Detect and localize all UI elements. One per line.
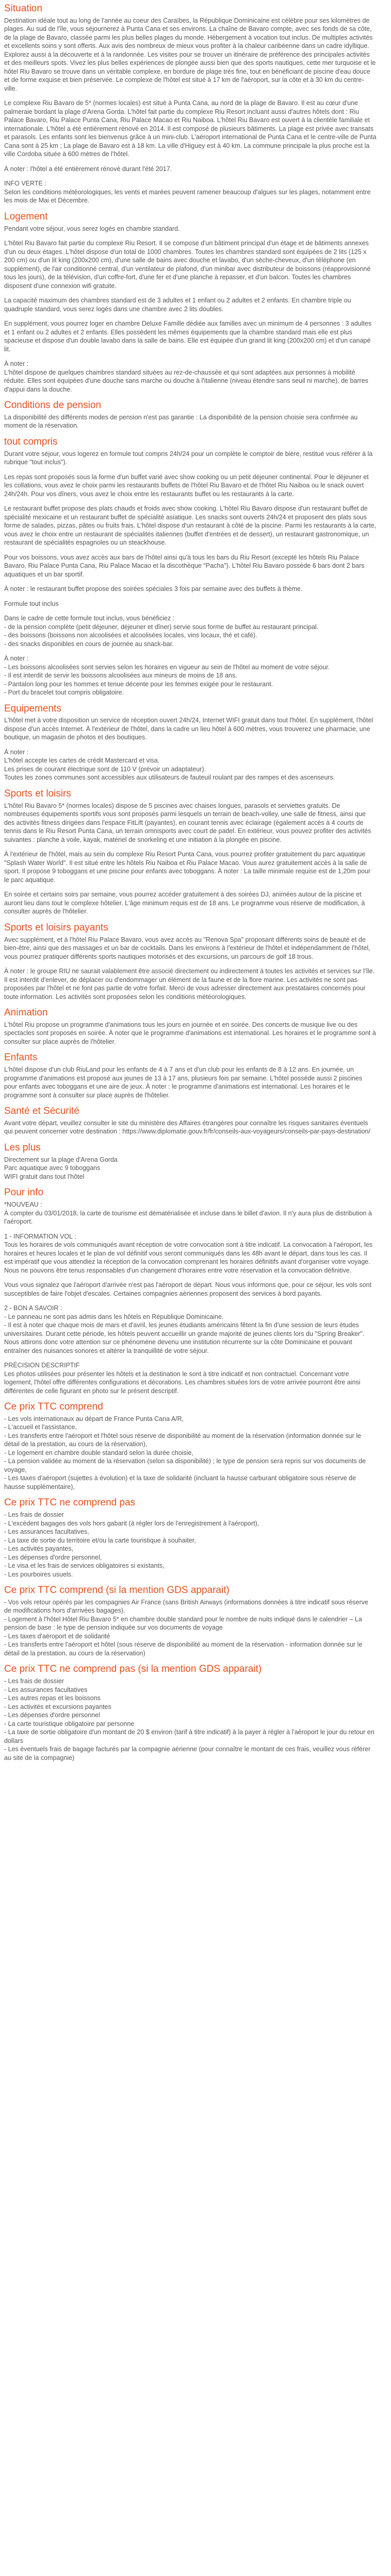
text-line: Tous les horaires de vols communiqués avant réception de votre convocation sont à titre indicatif. La convocation à l'aéroport, les horaires et heures locales et le plan de vol définitif vous seront communiqués dans les 48h avant le départ, dans tous les cas. Il est impératif que vous attendiez la réception de la convocation comprenant les horaires définitifs avant d'organiser votre voyage. Nous ne pouvons être tenus responsables d'un changement d'horaires entre votre réservation et la convocation définitive. bbox=[4, 1241, 372, 1274]
text-line: Destination idéale tout au long de l'année au coeur des Caraïbes, la République Dominicaine est célèbre pour ses kilomètres de plages. Au sud de l'île, vous séjournerez à Punta Cana et ses environs. La chaîne de Bavaro compte, avec ses fonds de sa côte, de la plage de Bavaro, classée parmi les plus belles plages du monde. Hébergement à vocation tout inclus. De multiples activités et excellents soins y sont offerts. Aux avis des nombreux de mieux vous profiter à la chaleur caribéenne dans un cadre idyllique. Explorez aussi à la découverte et à la randonnée. Les visites pour se trouver un itinéraire de préférence des principales activités et des meilleurs spots. Vivez les plus belles expériences de plongée aussi bien que des sports nautiques, cette mer turquoise et le hôtel Riu Bavaro se trouve dans un véritable complexe, en bordure de plage très fine, tout en bénéficiant de piscine d'eau douce et de forme exquise et bien préservée. Le complexe de l'hôtel est situé à 17 km de l'aéroport, sur la côte et à 30 km du centre-ville. bbox=[4, 16, 376, 92]
section-les-plus bbox=[4, 1142, 377, 1181]
paragraph bbox=[4, 504, 377, 547]
paragraph bbox=[4, 553, 377, 579]
text-line: - La carte touristique obligatoire par personne bbox=[4, 1720, 135, 1727]
paragraph bbox=[4, 1232, 377, 1275]
text-line: L'hôtel Riu propose un programme d'animations tous les jours en journée et en soirée. Des concerts de musique live ou des spectacles sont proposés en soirée. À noter que le programme d'animations est international. Les horaires et le programme sont à consulter sur place auprès de l'hôtelier. bbox=[4, 1021, 376, 1045]
text-line: Le complexe Riu Bavaro de 5* (normes locales) est situé à Punta Cana, au nord de la plage de Bavaro. Il est au cœur d'une palmeraie bordant la plage d'Arena Gorda. L'hôtel fait partie du complexe Riu Resort incluant aussi d'autres hôtels dont : Riu Palace Bavaro, Riu Palace Punta Cana, Riu Palace Macao et Riu Naiboa. L'hôtel Riu Bavaro est ouvert à la clientèle familiale et internationale. L'hôtel a été entièrement rénové en 2014. Il est composé de plusieurs bâtiments. La plage est privée avec transats et parasols. Les enfants sont les bienvenus grâce à un mini-club. L'aéroport international de Punta Cana et le centre-ville de Punta Cana sont à 25 km ; La plage de Bavaro est à 18 km. La ville d'Higuey est à 40 km. La commune principale la plus proche est la ville Cordoba située à 600 mètres de l'hôtel. bbox=[4, 99, 377, 158]
section-enfants bbox=[4, 1052, 377, 1099]
section-sports-et-loisirs-payants bbox=[4, 922, 377, 1001]
paragraph bbox=[4, 967, 377, 1001]
text-line: À noter : bbox=[4, 655, 29, 663]
text-line: - Port du bracelet tout compris obligatoire. bbox=[4, 689, 124, 697]
section-ce-prix-ttc-comprend-si-la-mention-gds-apparait bbox=[4, 1585, 377, 1657]
text-line: 1 - INFORMATION VOL : bbox=[4, 1232, 76, 1240]
text-line: - Les dépenses d'ordre personnel bbox=[4, 1711, 100, 1719]
text-line: Les prises de courant électrique sont de 110 V (prévoir un adaptateur). bbox=[4, 765, 206, 773]
paragraph bbox=[4, 1119, 377, 1136]
text-line: Les repas sont proposés sous la forme d'un buffet varié avec show cooking ou un petit déjeuner continental. Pour le déjeuner et les collations, vous avez le choix parmi les restaurants buffets de l'hôtel Riu Bavaro et de l'hôtel Riu Naiboa ou le snack ouvert 24h/24h. Pour vos dîners, vous avez le choix entre les restaurants buffet ou les restaurants à la carte. bbox=[4, 473, 369, 498]
section-heading: Les plus bbox=[4, 1142, 41, 1153]
text-line: L'hôtel Riu Bavaro 5* (normes locales) dispose de 5 piscines avec chaises longues, parasols et serviettes gratuits. De nombreuses équipements sportifs vous sont proposés parmi lesquels un terrain de beach-volley, une salle de fitness, ainsi que des activités fitness dirigées dans l'espace FitLift (payantes), en courant tennis avec éclairage (également accès à 4 courts de tennis dans le Riu Resort Punta Cana, un terrain omnisports avec court de padel. En extérieur, vous pouvez profiter des activités suivantes : planche à voile, kayak, matériel de snorkeling et une initiation à la plongée en piscine. bbox=[4, 802, 371, 843]
text-line: - Les éventuels frais de bagage facturés par la compagnie aérienne (pour connaître le montant de ces frais, veuillez vous référer au site de la compagnie) bbox=[4, 1745, 371, 1761]
text-line: - Les frais de dossier bbox=[4, 1677, 64, 1685]
text-line: Dans le cadre de cette formule tout inclus, vous bénéficiez : bbox=[4, 615, 175, 622]
text-line: WIFI gratuit dans tout l'hôtel bbox=[4, 1173, 85, 1180]
text-line: Pour vos boissons, vous avez accès aux bars de l'hôtel ainsi qu'à tous les bars du Riu Resort (excepté les hôtels Riu Palace Bavaro, Riu Palace Punta Cana, Riu Palace Macao et la discothèque "Pacha"). L'hôtel Riu Bavaro possède 6 bars dont 2 bars aquatiques et un bar sportif. bbox=[4, 553, 365, 578]
text-line: En supplément, vous pourrez loger en chambre Deluxe Famille dédiée aux familles avec un minimum de 4 personnes : 3 adultes et 1 enfant ou 2 adultes et 2 enfants. Elles possèdent les mêmes équipements que la chambre standard mais elle est plus spacieuse et dispose d'un double lavabo dans la salle de bains. Elle est équipée d'un grand lit king (200x200 cm) et d'un canapé lit. bbox=[4, 320, 372, 353]
text-line: À noter : l'hôtel a été entièrement rénové durant l'été 2017. bbox=[4, 165, 172, 173]
section-heading: Sports et loisirs bbox=[4, 788, 71, 799]
text-line: - Les autres repas et les boissons bbox=[4, 1694, 101, 1702]
paragraph bbox=[4, 654, 377, 697]
text-line: Avant votre départ, veuillez consulter le site du ministère des Affaires étrangères pour connaître les risques sanitaires éventuels qui peuvent concerner votre destination : https://www.diplomatie.gouv.fr/fr/conseils-aux-voyageurs/conseils-par-pays-destination/ bbox=[4, 1119, 370, 1136]
section-heading: Equipements bbox=[4, 703, 61, 714]
text-line: - L'excédent bagages des vols hors gabarit (à régler lors de l'enregistrement à l'aéroport), bbox=[4, 1519, 259, 1527]
text-line: - La pension validée au moment de la réservation (selon sa disponibilité) ; le type de pension sera repris sur vos documents de voyage, bbox=[4, 1458, 366, 1473]
text-line: - Les transferts entre l'aéroport et l'hôtel sous réserve de disponibilité au moment de la réservation (information donnée sur le détail de la prestation, au cours de la réservation), bbox=[4, 1432, 361, 1448]
section-heading: Situation bbox=[4, 3, 42, 14]
text-line: - Les assurances facultatives bbox=[4, 1686, 88, 1693]
text-line: - Vos vols retour opérés par les compagnies Air France (sans British Airways (informations données à titre indicatif sous réserve de modifications hors d'arrivées bagages). bbox=[4, 1598, 368, 1615]
text-line: La capacité maximum des chambres standard est de 3 adultes et 1 enfant ou 2 adultes et 2 enfants. En chambre triple ou quadruple standard, vous serez logés dans une chambre avec 2 lits doubles. bbox=[4, 297, 351, 313]
text-line: Le restaurant buffet propose des plats chauds et froids avec show cooking. L'hôtel Riu Bavaro dispose d'un restaurant buffet de spécialité mexicaine et un restaurant buffet de spécialité asiatique. Les snacks sont ouverts 24h/24 et proposent des plats sous forme de salades, pizzas, pâtes ou fruits frais. L'hôtel dispose d'un restaurant à côté de la piscine. Parmi les restaurants à la carte, vous avez le choix entre un restaurant de spécialités italiennes (buffet d'entrées et de dessert), un restaurant gastronomique, un restaurant de spécialités espagnoles ou un steackhouse. bbox=[4, 505, 377, 547]
text-line: Selon les conditions météorologiques, les vents et marées peuvent ramener beaucoup d'algues sur les plages, notamment entre les mois de Mai et Décembre. bbox=[4, 188, 371, 205]
paragraph bbox=[4, 450, 377, 467]
section-heading: Ce prix TTC ne comprend pas bbox=[4, 1497, 136, 1509]
text-line: *NOUVEAU : bbox=[4, 1201, 42, 1209]
text-line: Pendant votre séjour, vous serez logés en chambre standard. bbox=[4, 225, 180, 232]
paragraph bbox=[4, 1598, 377, 1658]
text-line: L'hôtel dispose de quelques chambres standard situées au rez-de-chaussée et qui sont adaptées aux personnes à mobilité réduite. Elles sont équipées d'une douche sans marche ou douche à l'italienne (niveau étendre sans seuil ni marche), de barres d'appui dans la douche. bbox=[4, 368, 368, 393]
text-line: Toutes les zones communes sont accessibles aux utilisateurs de fauteuil roulant par des rampes et des ascenseurs. bbox=[4, 774, 335, 782]
text-line: - Les taxes d'aéroport et de solidarité bbox=[4, 1632, 110, 1640]
section-heading: Ce prix TTC comprend (si la mention GDS apparait) bbox=[4, 1585, 230, 1596]
section-heading: Sports et loisirs payants bbox=[4, 922, 108, 933]
text-line: Directement sur la plage d'Arena Gorda bbox=[4, 1156, 118, 1163]
text-line: Vous vous signalez que l'aéroport d'arrivée n'est pas l'aéroport de départ. Nous vous informons que, pour ce séjour, les vols sont susceptibles de faire l'objet d'escales. Certaines compagnies aériennes proposent des services à bord payants. bbox=[4, 1281, 372, 1297]
paragraph bbox=[4, 296, 377, 313]
text-line: L'hôtel Riu Bavaro fait partie du complexe Riu Resort. Il se compose d'un bâtiment principal d'un étage et de bâtiments annexes d'un ou deux étages. L'hôtel dispose d'un total de 1000 chambres. Toutes les chambres standard sont équipées de 2 lits (125 x 200 cm) ou d'un lit king (200x200 cm), d'une salle de bains avec douche et lavabo, d'un sèche-cheveux, d'un téléphone (en supplément), de l'air conditionné central, d'un ventilateur de plafond, d'un minibar avec distributeur de boissons (réapprovisionné tous les jours), de la télévision, d'un coffre-fort, d'une fer et d'une planche à repasser, et d'un balcon. Toutes les chambres disposent d'une connexion wifi gratuite. bbox=[4, 240, 371, 290]
text-line: - Les transferts entre l'aéroport et hôtel (sous réserve de disponibilité au moment de la réservation - information donnée sur le détail de la prestation, au cours de la réservation) bbox=[4, 1641, 363, 1657]
paragraph bbox=[4, 1415, 377, 1492]
paragraph bbox=[4, 16, 377, 93]
section-heading: Enfants bbox=[4, 1052, 38, 1063]
text-line: L'hôtel accepte les cartes de crédit Mastercard et visa. bbox=[4, 757, 160, 765]
section-heading: Ce prix TTC comprend bbox=[4, 1401, 103, 1413]
text-line: L'hôtel dispose d'un club RiuLand pour les enfants de 4 à 7 ans et d'un club pour les enfants de 8 à 12 ans. En journée, un programme d'animations est proposé aux jeunes de 13 à 17 ans, plusieurs fois par semaine. L'hôtel possède aussi 2 piscines pour enfants avec toboggans et une aire de jeux. À noter : le programme d'animations est international. Les horaires et le programme sont à consulter sur place auprès de l'hôtelier. bbox=[4, 1066, 363, 1099]
text-line: - Il est à noter que chaque mois de mars et d'avril, les jeunes étudiants américains fêtent la fin d'une session de leurs études universitaires. Durant cette période, les hôtels peuvent accueillir un grande majorité de jeunes clients lors du "Spring Breaker". Nous attirons donc votre attention sur ce phénomène devenu une institution récurrente sur la côte Dominicaine et pouvant entraîner des nuisances sonores et altérer la tranquillité de votre séjour. bbox=[4, 1321, 365, 1354]
section-heading: tout compris bbox=[4, 436, 58, 447]
text-line: - de la pension complète (petit déjeuner, déjeuner et dîner) servie sous forme de buffet au restaurant principal. bbox=[4, 623, 319, 631]
paragraph bbox=[4, 1511, 377, 1579]
section-ce-prix-ttc-comprend bbox=[4, 1401, 377, 1491]
text-line: - des boissons (boissons non alcoolisées et alcoolisées locales, vins locaux, thé et café). bbox=[4, 632, 257, 639]
text-line: À noter : bbox=[4, 360, 29, 368]
text-line: - L'accueil et l'assistance, bbox=[4, 1423, 77, 1431]
text-line: Avec supplément, et à l'hôtel Riu Palace Bavaro, vous avez accès au "Renova Spa" proposant différents soins de beauté et de bien-être, ainsi que des massages et un bar de cocktails. Dans les environs à l'extérieur de l'hôtel et indépendamment de l'hôtel, vous pourrez pratiquer différents sports nautiques motorisés et des excursions, un parcours de golf 18 trous. bbox=[4, 936, 370, 960]
section-heading: Pour info bbox=[4, 1187, 44, 1198]
paragraph bbox=[4, 936, 377, 961]
section-sante-et-securite bbox=[4, 1106, 377, 1136]
text-line: PRÉCISION DESCRIPTIF bbox=[4, 1362, 80, 1369]
text-line: À noter : le groupe RIU ne saurait valablement être associé directement ou indirectement à toutes les activités et services sur l'île. Il est interdit d'enlever, de déplacer ou d'endommager un élément de la faune et de la flore marine. Les activités ne sont pas proposées par l'hôtel et ne font pas partie de votre forfait. Merci de vous adresser directement aux prestataires concernés pour toute information. Les activités sont proposées selon les conditions météorologiques. bbox=[4, 968, 375, 1001]
section-tout-compris bbox=[4, 436, 377, 697]
paragraph bbox=[4, 1677, 377, 1762]
text-line: - Les dépenses d'ordre personnel, bbox=[4, 1553, 102, 1561]
section-animation bbox=[4, 1007, 377, 1046]
text-line: À noter : le restaurant buffet propose des soirées spéciales 3 fois par semaine avec des buffets à thème. bbox=[4, 585, 303, 593]
section-heading: Santé et Sécurité bbox=[4, 1106, 79, 1117]
text-line: - Les activités et excursions payantes bbox=[4, 1703, 111, 1710]
paragraph bbox=[4, 1281, 377, 1298]
section-logement bbox=[4, 211, 377, 394]
paragraph bbox=[4, 360, 377, 394]
section-situation bbox=[4, 3, 377, 205]
text-line: Formule tout inclus bbox=[4, 600, 59, 607]
paragraph bbox=[4, 850, 377, 884]
text-line: 2 - BON A SAVOIR : bbox=[4, 1304, 62, 1312]
paragraph bbox=[4, 890, 377, 916]
paragraph bbox=[4, 600, 377, 608]
paragraph bbox=[4, 473, 377, 499]
paragraph bbox=[4, 748, 377, 782]
section-heading: Animation bbox=[4, 1007, 48, 1019]
paragraph bbox=[4, 614, 377, 648]
text-line: - Les boissons alcoolisées sont servies selon les horaires en vigueur au sein de l'hôtel au moment de votre séjour. bbox=[4, 663, 330, 671]
text-line: - Les pourboires usuels. bbox=[4, 1570, 73, 1578]
text-line: - La taxe de sortie du territoire et/ou la carte touristique à souhaiter, bbox=[4, 1536, 196, 1544]
section-heading: Ce prix TTC ne comprend pas (si la mention GDS apparait) bbox=[4, 1664, 262, 1675]
text-line: Les photos utilisées pour présenter les hôtels et la destination le sont à titre indicatif et non contractuel. Concernant votre logement, l'hôtel offre différentes configurations et décorations. Les chambres situées lors de votre arrivée pourront être ainsi différentes de celle figurant en photo sur le présent descriptif. bbox=[4, 1370, 361, 1395]
section-ce-prix-ttc-ne-comprend-pas bbox=[4, 1497, 377, 1579]
paragraph bbox=[4, 802, 377, 844]
section-conditions-de-pension bbox=[4, 400, 377, 430]
text-line: - Les taxes d'aéroport (sujettes à évolution) et la taxe de solidarité (incluant la hausse carburant obligatoire sous réserve de hausse supplémentaire), bbox=[4, 1475, 356, 1490]
paragraph bbox=[4, 319, 377, 353]
text-line: - Les frais de dossier bbox=[4, 1511, 64, 1519]
text-line: À l'extérieur de l'hôtel, mais au sein du complexe Riu Resort Punta Cana, vous pourrez profiter gratuitement du parc aquatique "Splash Water World". Il est situé entre les hôtels Riu Naiboa et Riu Palace Macao. Vous aurez gratuitement accès à la salle de sport. Il propose 9 toboggans et une piscine pour enfants avec toboggans. À noter : La taille minimale requise est de 1,20m pour le parc aquatique. bbox=[4, 851, 371, 884]
text-line: - Le panneau ne sont pas admis dans les hôtels en République Dominicaine. bbox=[4, 1313, 224, 1320]
text-line: - Les assurances facultatives, bbox=[4, 1528, 89, 1536]
text-line: INFO VERTE : bbox=[4, 180, 46, 188]
paragraph bbox=[4, 179, 377, 205]
text-line: L'hôtel met à votre disposition un service de réception ouvert 24h/24, Internet WIFI gratuit dans tout l'hôtel. En supplément, l'hôtel dispose d'un accès Internet. À l'extérieur de l'hôtel, dans la cadre un lieu hôtel à 600 mètres, vous trouverez une pharmacie, une boutique, un magasin de photos et des boutiques. bbox=[4, 717, 373, 741]
text-line: - Le logement en chambre double standard selon la durée choisie, bbox=[4, 1449, 193, 1456]
text-line: - Les activités payantes, bbox=[4, 1545, 74, 1553]
section-sports-et-loisirs bbox=[4, 788, 377, 916]
section-ce-prix-ttc-ne-comprend-pas-si-la-mention-gds-apparait bbox=[4, 1664, 377, 1762]
text-line: - Logement à l'hôtel Hôtel Riu Bavaro 5* en chambre double standard pour le nombre de nuits indiqué dans le calendrier – La pension de base : le type de pension indiquée sur vos documents de voyage bbox=[4, 1615, 362, 1632]
section-pour-info bbox=[4, 1187, 377, 1395]
paragraph bbox=[4, 225, 377, 233]
paragraph bbox=[4, 99, 377, 159]
text-line: - La taxe de sortie obligatoire d'un montant de 20 $ environ (tarif à titre indicatif) à la payer à régler à l'aéroport le jour du retour en dollars bbox=[4, 1728, 374, 1744]
paragraph bbox=[4, 1200, 377, 1226]
text-line: - Le visa et les frais de services obligatoires si existants, bbox=[4, 1562, 165, 1570]
text-line: - Les vols internationaux au départ de France Punta Cana A/R, bbox=[4, 1415, 184, 1422]
text-line: En soirée et certains soirs par semaine, vous pourrez accéder gratuitement à des soirées DJ, animées autour de la piscine et auront lieu dans tout le complexe hôtelier. L'âge minimum requis est de 18 ans. Le programme vous réserve de modification, à consulter auprès de l'hôtelier. bbox=[4, 891, 365, 916]
paragraph bbox=[4, 1361, 377, 1395]
paragraph bbox=[4, 413, 377, 430]
paragraph bbox=[4, 585, 377, 594]
section-heading: Conditions de pension bbox=[4, 400, 102, 411]
section-equipements bbox=[4, 703, 377, 782]
paragraph bbox=[4, 716, 377, 742]
text-line: À compter du 03/01/2018, la carte de tourisme est dématérialisée et incluse dans le billet d'avion. Il n'y aura plus de distribution à l'aéroport. bbox=[4, 1209, 372, 1226]
paragraph bbox=[4, 1304, 377, 1355]
text-line: Parc aquatique avec 9 toboggans bbox=[4, 1164, 101, 1172]
paragraph bbox=[4, 1065, 377, 1099]
text-line: À noter : bbox=[4, 748, 29, 756]
paragraph bbox=[4, 239, 377, 290]
paragraph bbox=[4, 1156, 377, 1181]
paragraph bbox=[4, 165, 377, 174]
paragraph bbox=[4, 1021, 377, 1046]
text-line: - Il est interdit de servir les boissons alcoolisées aux mineurs de moins de 18 ans. bbox=[4, 672, 237, 680]
text-line: - des snacks disponibles en cours de journée au snack-bar. bbox=[4, 640, 174, 648]
text-line: La disponibilité des différents modes de pension n'est pas garantie : La disponibilité de la pension choisie sera confirmée au moment de la réservation. bbox=[4, 413, 358, 430]
section-heading: Logement bbox=[4, 211, 48, 222]
text-line: Durant votre séjour, vous logerez en formule tout compris 24h/24 pour un complète le comptoir de bière, restitué vous référer à la rubrique "tout inclus"). bbox=[4, 450, 373, 466]
text-line: - Pantalon long pour les hommes et tenue décente pour les femmes exigée pour le restaurant. bbox=[4, 680, 273, 688]
